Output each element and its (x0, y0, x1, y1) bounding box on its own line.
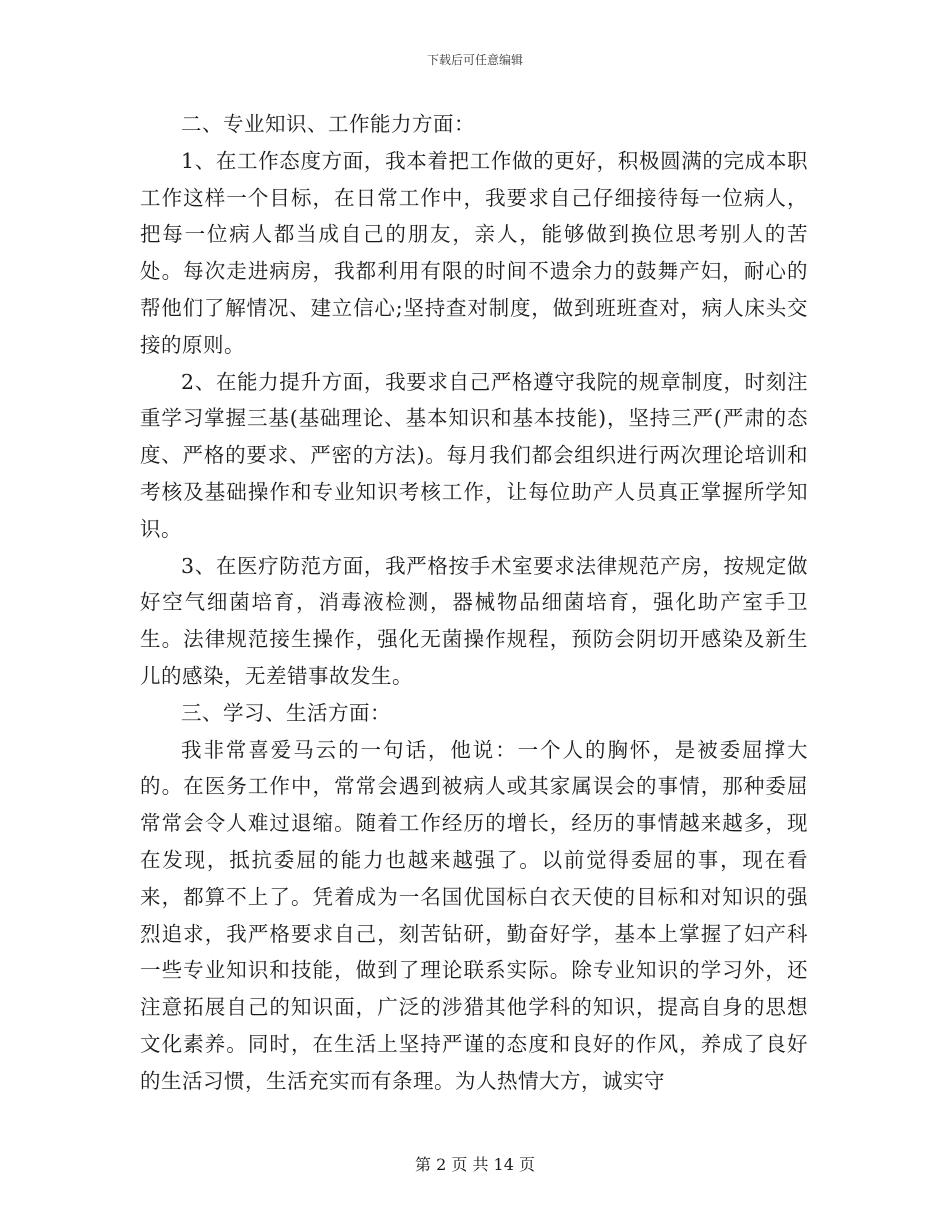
page-number-footer: 第 2 页 共 14 页 (415, 1155, 535, 1174)
document-body (140, 106, 808, 1100)
paragraph-study-life: 我非常喜爱马云的一句话，他说：一个人的胸怀，是被委屈撑大的。在医务工作中，常常会遇到被病人或其家属误会的事情，那种委屈常常会令人难过退缩。随着工作经历的增长，经历的事情越来越多，现在发现，抵抗委屈的能力也越来越强了。以前觉得委屈的事，现在看来，都算不上了。凭着成为一名国优国标白衣天使的目标和对知识的强烈追求，我严格要求自己，刻苦钻研，勤奋好学，基本上掌握了妇产科一些专业知识和技能，做到了理论联系实际。除专业知识的学习外，还注意拓展自己的知识面，广泛的涉猎其他学科的知识，提高自身的思想文化素养。同时，在生活上坚持严谨的态度和良好的作风，养成了良好的生活习惯，生活充实而有条理。为人热情大方，诚实守 (140, 737, 808, 1093)
section-heading-professional: 二、专业知识、工作能力方面： (181, 112, 475, 136)
paragraph-ability-improvement: 2、在能力提升方面，我要求自己严格遵守我院的规章制度，时刻注重学习掌握三基(基础理论、基本知识和基本技能)，坚持三严(严肃的态度、严格的要求、严密的方法)。每月我们都会组织进行两次理论培训和考核及基础操作和专业知识考核工作，让每位助产人员真正掌握所学知识。 (140, 369, 808, 541)
paragraph-medical-prevention: 3、在医疗防范方面，我严格按手术室要求法律规范产房，按规定做好空气细菌培育，消毒液检测，器械物品细菌培育，强化助产室手卫生。法律规范接生操作，强化无菌操作规程，预防会阴切开感染及新生儿的感染，无差错事故发生。 (140, 553, 808, 688)
page-header-note: 下载后可任意编辑 (426, 53, 523, 67)
section-heading-study-life: 三、学习、生活方面： (181, 700, 391, 725)
paragraph-work-attitude: 1、在工作态度方面，我本着把工作做的更好，积极圆满的完成本职工作这样一个目标，在日常工作中，我要求自己仔细接待每一位病人，把每一位病人都当成自己的朋友，亲人，能够做到换位思考别人的苦处。每次走进病房，我都利用有限的时间不遗余力的鼓舞产妇，耐心的帮他们了解情况、建立信心;坚持查对制度，做到班班查对，病人床头交接的原则。 (140, 148, 808, 357)
